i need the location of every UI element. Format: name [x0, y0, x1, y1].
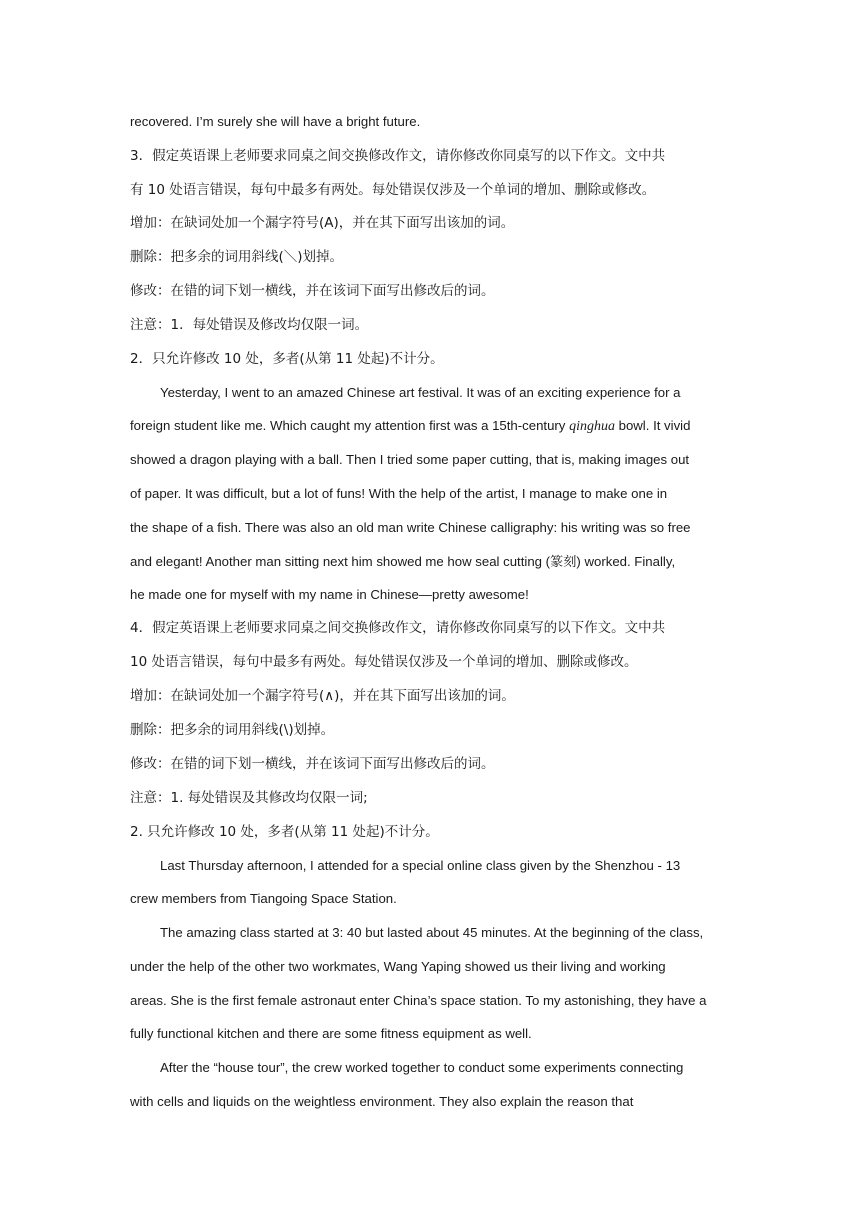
text-line: recovered. I’m surely she will have a bright future.: [130, 114, 421, 129]
note-2: 2. 只允许修改 10 处，多者(从第 11 处起)不计分。: [130, 824, 439, 840]
passage-line: showed a dragon playing with a ball. Then I tried some paper cutting, that is, making images out: [130, 452, 690, 467]
passage-line: After the “house tour”, the crew worked together to conduct some experiments connecting: [160, 1060, 684, 1075]
passage-line: Last Thursday afternoon, I attended for a special online class given by the Shenzhou - 13: [160, 858, 681, 873]
passage-line: and elegant! Another man sitting next him showed me how seal cutting (篆刻) worked. Finally,: [130, 554, 676, 569]
passage-line: he made one for myself with my name in Chinese—pretty awesome!: [130, 587, 529, 602]
instruction-delete: 删除：把多余的词用斜线(＼)划掉。: [130, 249, 344, 265]
instruction-add: 增加：在缺词处加一个漏字符号(∧)，并在其下面写出该加的词。: [130, 688, 515, 704]
passage-line: under the help of the other two workmates, Wang Yaping showed us their living and working: [130, 959, 666, 974]
passage-line: crew members from Tiangoing Space Station.: [130, 891, 397, 906]
note-1: 注意：1．每处错误及修改均仅限一词。: [130, 317, 369, 333]
note-2: 2．只允许修改 10 处，多者(从第 11 处起)不计分。: [130, 351, 444, 367]
passage-line: with cells and liquids on the weightless environment. They also explain the reason that: [130, 1094, 634, 1109]
instruction-modify: 修改：在错的词下划一横线，并在该词下面写出修改后的词。: [130, 283, 495, 299]
passage-line: fully functional kitchen and there are some fitness equipment as well.: [130, 1026, 532, 1041]
instruction-delete: 删除：把多余的词用斜线(\)划掉。: [130, 722, 335, 738]
passage-line: the shape of a fish. There was also an old man write Chinese calligraphy: his writing was so free: [130, 520, 691, 535]
passage-line: of paper. It was difficult, but a lot of funs! With the help of the artist, I manage to make one in: [130, 486, 668, 501]
question-4-heading: 4．假定英语课上老师要求同桌之间交换修改作文，请你修改你同桌写的以下作文。文中共: [130, 620, 666, 636]
passage-text: foreign student like me. Which caught my attention first was a 15th-century: [130, 418, 570, 433]
passage-text: bowl. It vivid: [614, 418, 691, 433]
instruction-modify: 修改：在错的词下划一横线，并在该词下面写出修改后的词。: [130, 756, 495, 772]
text-line: 有 10 处语言错误，每句中最多有两处。每处错误仅涉及一个单词的增加、删除或修改。: [130, 182, 656, 198]
passage-line: The amazing class started at 3: 40 but lasted about 45 minutes. At the beginning of the class,: [160, 925, 704, 940]
question-3-heading: 3．假定英语课上老师要求同桌之间交换修改作文，请你修改你同桌写的以下作文。文中共: [130, 148, 666, 164]
passage-line: areas. She is the first female astronaut enter China’s space station. To my astonishing, they have a: [130, 993, 707, 1008]
passage-line: [130, 416, 690, 437]
instruction-add: 增加：在缺词处加一个漏字符号(A)，并在其下面写出该加的词。: [130, 215, 515, 231]
text-line: 10 处语言错误，每句中最多有两处。每处错误仅涉及一个单词的增加、删除或修改。: [130, 654, 638, 670]
passage-line: Yesterday, I went to an amazed Chinese art festival. It was of an exciting experience for a: [160, 385, 681, 400]
qinghua-term: qinghua: [569, 419, 615, 434]
note-1: 注意：1. 每处错误及其修改均仅限一词;: [130, 790, 368, 806]
